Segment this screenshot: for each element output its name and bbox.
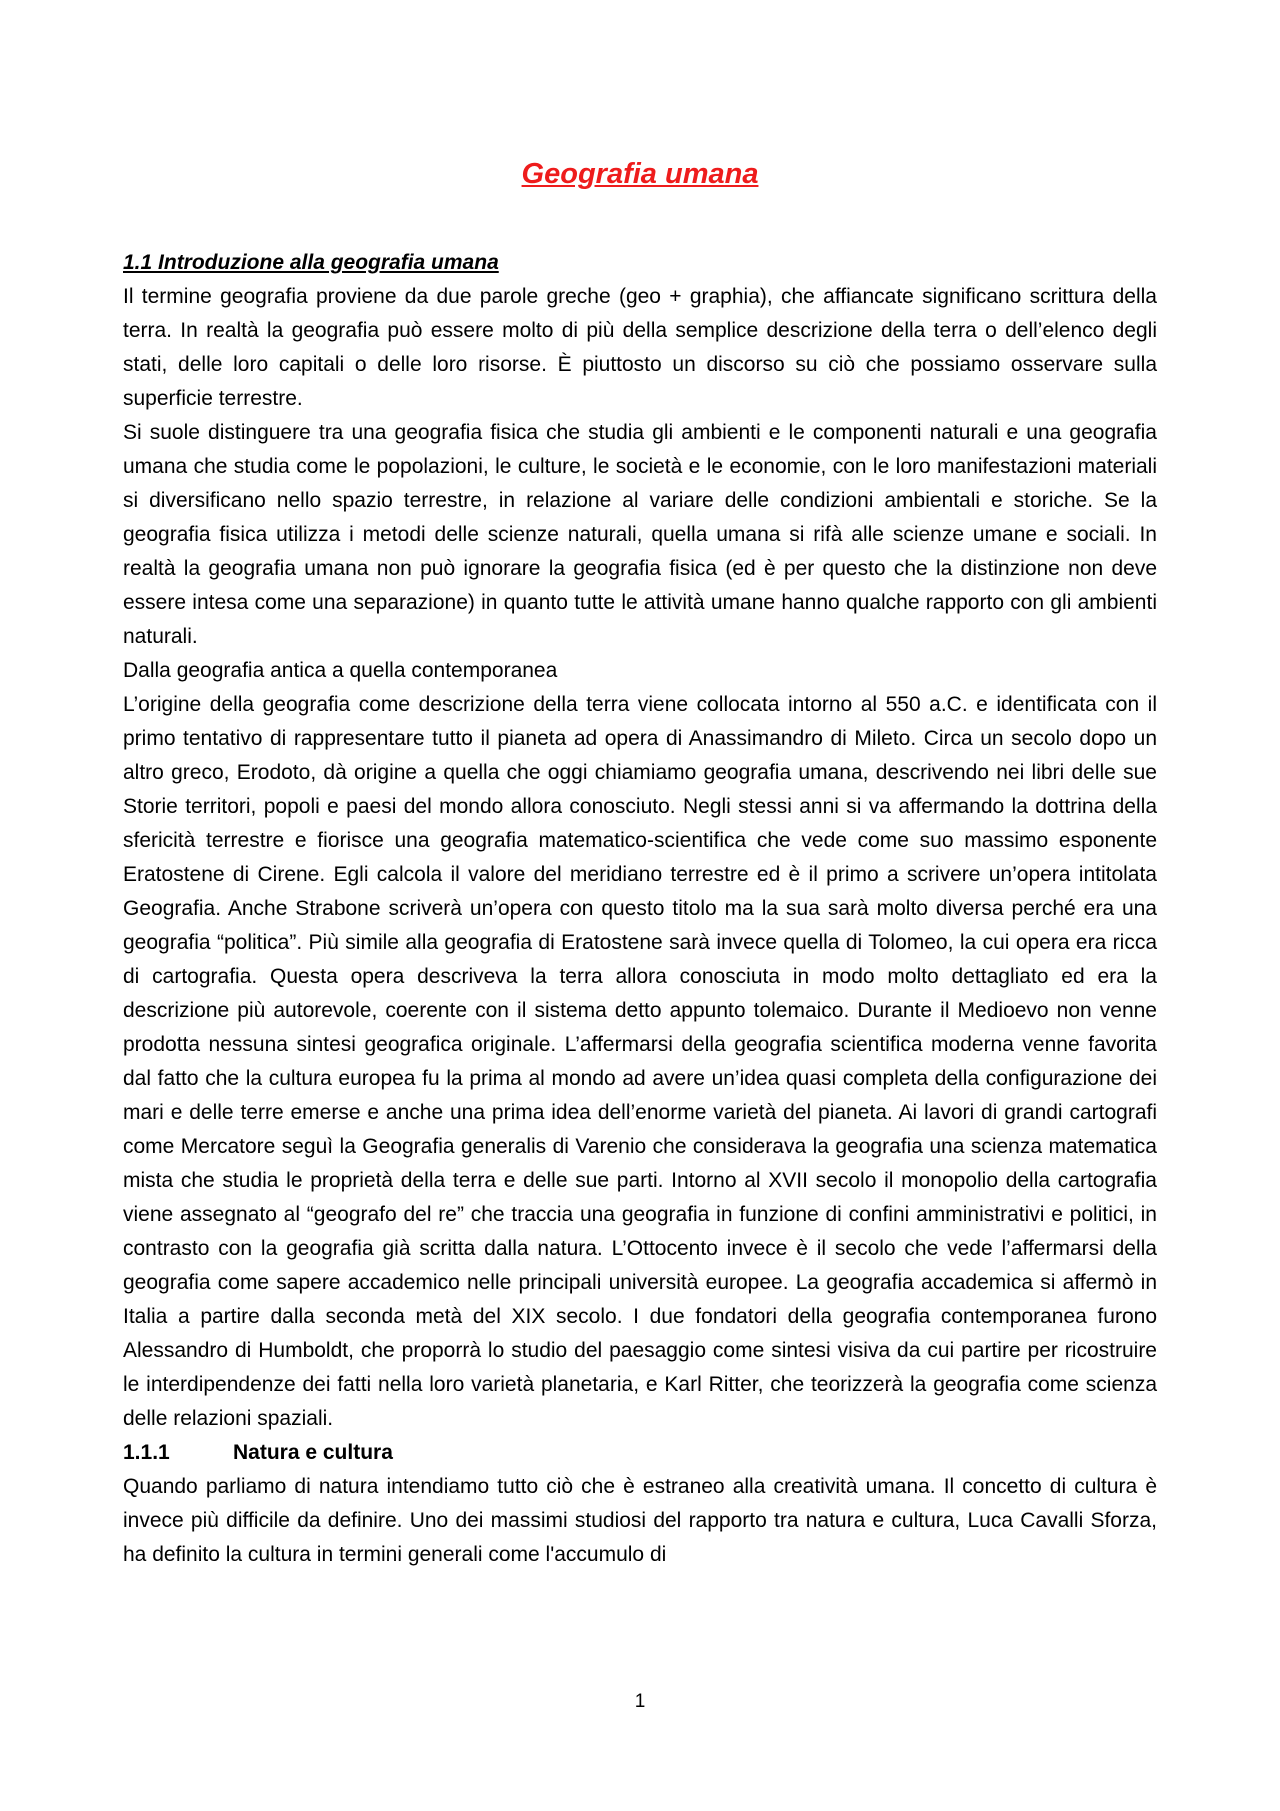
- subsection-number: 1.1.1: [123, 1441, 170, 1464]
- paragraph-nature-culture: Quando parliamo di natura intendiamo tutto ciò che è estraneo alla creatività umana. Il concetto di cultura è invece più difficile da definire. Uno dei massimi studiosi del rapporto tra natura e cultura, Luca Cavalli Sforza, ha definito la cultura in termini generali come l'accumulo di: [123, 1475, 1157, 1566]
- page-title: Geografia umana: [521, 158, 759, 190]
- paragraph-subtitle-history: Dalla geografia antica a quella contemporanea: [123, 659, 558, 682]
- paragraph-definition: Il termine geografia proviene da due parole greche (geo + graphia), che affiancate significano scrittura della terra. In realtà la geografia può essere molto di più della semplice descrizione della terra o dell’elenco degli stati, delle loro capitali o delle loro risorse. È piuttosto un discorso su ciò che possiamo osservare sulla superficie terrestre.: [123, 285, 1157, 410]
- section-heading: 1.1 Introduzione alla geografia umana: [123, 251, 499, 274]
- subsection-title: Natura e cultura: [233, 1441, 393, 1464]
- paragraph-physical-vs-human: Si suole distinguere tra una geografia fisica che studia gli ambienti e le componenti naturali e una geografia umana che studia come le popolazioni, le culture, le società e le economie, con le loro manifestazioni materiali si diversificano nello spazio terrestre, in relazione al variare delle condizioni ambientali e storiche. Se la geografia fisica utilizza i metodi delle scienze naturali, quella umana si rifà alle scienze umane e sociali. In realtà la geografia umana non può ignorare la geografia fisica (ed è per questo che la distinzione non deve essere intesa come una separazione) in quanto tutte le attività umane hanno qualche rapporto con gli ambienti naturali.: [123, 421, 1157, 648]
- subsection-heading: [123, 1436, 1157, 1470]
- paragraph-history: L’origine della geografia come descrizione della terra viene collocata intorno al 550 a.C. e identificata con il primo tentativo di rappresentare tutto il pianeta ad opera di Anassimandro di Mileto. Circa un secolo dopo un altro greco, Erodoto, dà origine a quella che oggi chiamiamo geografia umana, descrivendo nei libri delle sue Storie territori, popoli e paesi del mondo allora conosciuto. Negli stessi anni si va affermando la dottrina della sfericità terrestre e fiorisce una geografia matematico-scientifica che vede come suo massimo esponente Eratostene di Cirene. Egli calcola il valore del meridiano terrestre ed è il primo a scrivere un’opera intitolata Geografia. Anche Strabone scriverà un’opera con questo titolo ma la sua sarà molto diversa perché era una geografia “politica”. Più simile alla geografia di Eratostene sarà invece quella di Tolomeo, la cui opera era ricca di cartografia. Questa opera descriveva la terra allora conosciuta in modo molto dettagliato ed era la descrizione più autorevole, coerente con il sistema detto appunto tolemaico. Durante il Medioevo non venne prodotta nessuna sintesi geografica originale. L’affermarsi della geografia scientifica moderna venne favorita dal fatto che la cultura europea fu la prima al mondo ad avere un’idea quasi completa della configurazione dei mari e delle terre emerse e anche una prima idea dell’enorme varietà del pianeta. Ai lavori di grandi cartografi come Mercatore seguì la Geografia generalis di Varenio che considerava la geografia una scienza matematica mista che studia le proprietà della terra e delle sue parti. Intorno al XVII secolo il monopolio della cartografia viene assegnato al “geografo del re” che traccia una geografia in funzione di confini amministrativi e politici, in contrasto con la geografia già scritta dalla natura. L’Ottocento invece è il secolo che vede l’affermarsi della geografia come sapere accademico nelle principali università europee. La geografia accademica si affermò in Italia a partire dalla seconda metà del XIX secolo. I due fondatori della geografia contemporanea furono Alessandro di Humboldt, che proporrà lo studio del paesaggio come sintesi visiva da cui partire per ricostruire le interdipendenze dei fatti nella loro varietà planetaria, e Karl Ritter, che teorizzerà la geografia come scienza delle relazioni spaziali.: [123, 693, 1157, 1430]
- page-number: 1: [634, 1691, 646, 1712]
